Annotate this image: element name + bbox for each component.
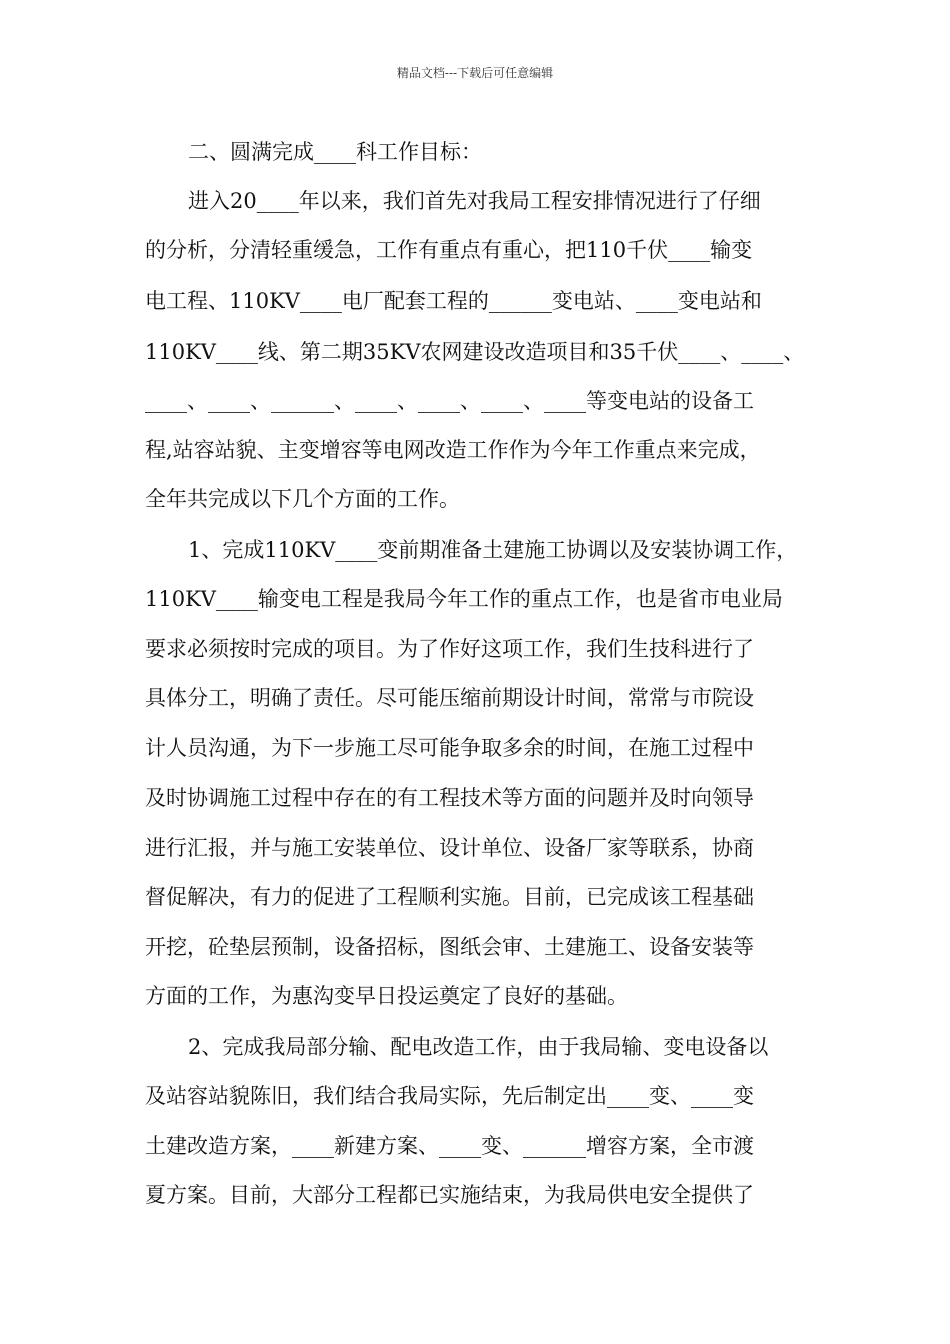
text-line: 及站容站貌陈旧，我们结合我局实际，先后制定出____变、____变	[145, 1084, 754, 1108]
text-line: ____、____、______、____、____、____、____等变电站的设备工	[145, 389, 754, 413]
text-line: 全年共完成以下几个方面的工作。	[145, 487, 460, 511]
text-line: 及时协调施工过程中存在的有工程技术等方面的问题并及时向领导	[145, 786, 754, 810]
text-line: 要求必须按时完成的项目。为了作好这项工作，我们生技科进行了	[145, 637, 754, 661]
text-line: 计人员沟通，为下一步施工尽可能争取多余的时间，在施工过程中	[145, 736, 754, 760]
page-header: 精品文档---下载后可任意编辑	[396, 66, 554, 80]
text-line: 1、完成110KV____变前期准备土建施工协调以及安装协调工作，	[188, 538, 798, 562]
text-line: 2、完成我局部分输、配电改造工作，由于我局输、变电设备以	[188, 1035, 769, 1059]
text-line: 程,站容站貌、主变增容等电网改造工作作为今年工作重点来完成，	[145, 438, 761, 462]
text-line: 督促解决，有力的促进了工程顺利实施。目前，已完成该工程基础	[145, 885, 754, 909]
text-line: 进行汇报，并与施工安装单位、设计单位、设备厂家等联系，协商	[145, 836, 754, 860]
text-line: 电工程、110KV____电厂配套工程的______变电站、____变电站和	[145, 289, 762, 313]
text-line: 具体分工，明确了责任。尽可能压缩前期设计时间，常常与市院设	[145, 686, 754, 710]
text-line: 110KV____线、第二期35KV农网建设改造项目和35千伏____、____、	[145, 340, 805, 364]
text-line: 方面的工作，为惠沟变早日投运奠定了良好的基础。	[145, 984, 628, 1008]
text-line: 开挖，砼垫层预制，设备招标，图纸会审、土建施工、设备安装等	[145, 935, 754, 959]
section-heading: 二、圆满完成____科工作目标：	[188, 140, 482, 164]
text-line: 110KV____输变电工程是我局今年工作的重点工作，也是省市电业局	[145, 587, 783, 611]
text-line: 土建改造方案，____新建方案、____变、______增容方案，全市渡	[145, 1134, 754, 1158]
text-line: 进入20____年以来，我们首先对我局工程安排情况进行了仔细	[188, 189, 761, 213]
text-line: 夏方案。目前，大部分工程都已实施结束，为我局供电安全提供了	[145, 1183, 754, 1207]
text-line: 的分析，分清轻重缓急，工作有重点有重心，把110千伏____输变	[145, 238, 753, 262]
